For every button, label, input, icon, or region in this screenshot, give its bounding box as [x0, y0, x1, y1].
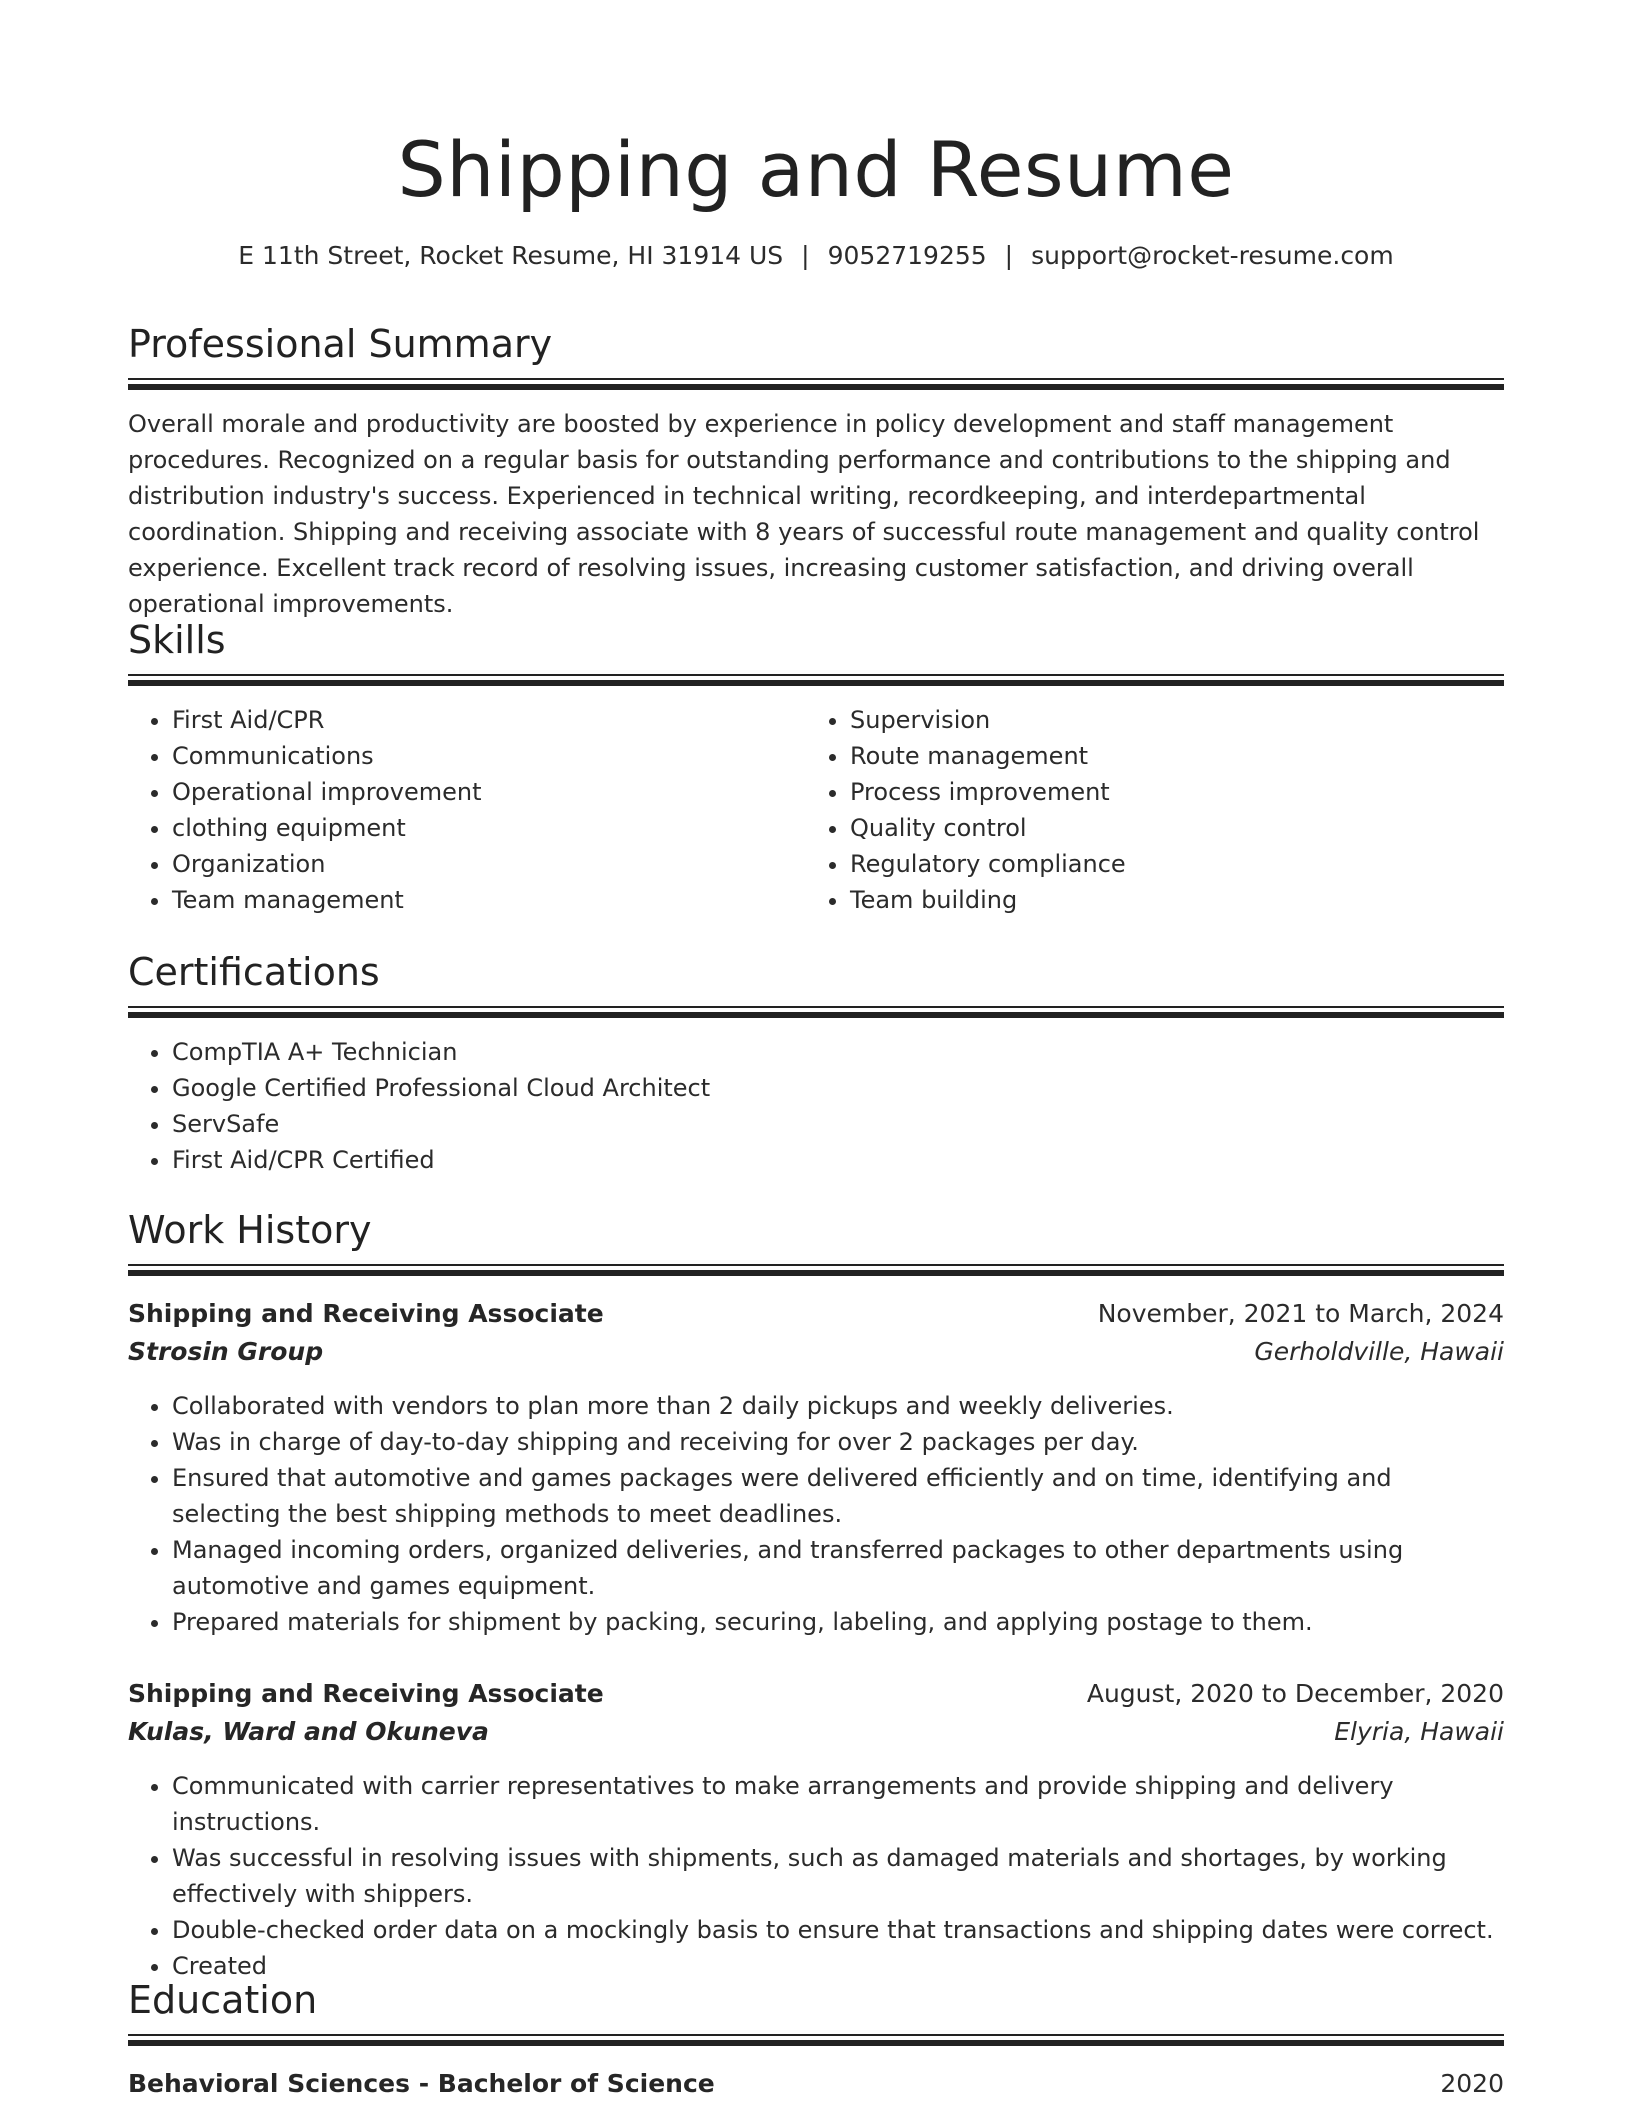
- contact-address: E 11th Street, Rocket Resume, HI 31914 US: [238, 241, 784, 270]
- job-bullet: • Ensured that automotive and games packages were delivered efficiently and on time, identifying and selecting the best shipping methods to meet deadlines.: [172, 1460, 1504, 1532]
- contact-line: [128, 238, 1504, 274]
- section-divider: [128, 2034, 1504, 2046]
- candidate-name: Shipping and Resume: [397, 125, 1235, 214]
- contact-separator: |: [1004, 241, 1014, 270]
- education-degree: Behavioral Sciences - Bachelor of Science: [128, 2069, 715, 2098]
- job-dates: November, 2021 to March, 2024: [1097, 1299, 1504, 1328]
- section-title-certifications: Certifications: [128, 950, 380, 994]
- job-title: Shipping and Receiving Associate: [128, 1299, 604, 1328]
- skill-item: • Regulatory compliance: [850, 846, 1500, 882]
- certifications-list: [128, 1034, 1504, 1178]
- job-bullet: • Collaborated with vendors to plan more than 2 daily pickups and weekly deliveries.: [172, 1388, 1504, 1424]
- section-title-skills: Skills: [128, 618, 226, 662]
- certification-item: • ServSafe: [172, 1106, 1504, 1142]
- skill-item: • Team management: [172, 882, 792, 918]
- skills-list-left: [128, 702, 792, 918]
- certification-item: • CompTIA A+ Technician: [172, 1034, 1504, 1070]
- skill-item: • First Aid/CPR: [172, 702, 792, 738]
- job-location: Gerholdville, Hawaii: [1254, 1337, 1504, 1366]
- section-divider: [128, 378, 1504, 390]
- skill-item: • Team building: [850, 882, 1500, 918]
- contact-email: support@rocket-resume.com: [1031, 241, 1394, 270]
- skill-item: • clothing equipment: [172, 810, 792, 846]
- skill-item: • Quality control: [850, 810, 1500, 846]
- summary-text: Overall morale and productivity are boosted by experience in policy development and staff management procedures. Recognized on a regular basis for outstanding performance and contributions to the shipping and distribution industry's success. Experienced in technical writing, recordkeeping, and interdepartmental coordination. Shipping and receiving associate with 8 years of successful route management and quality control experience. Excellent track record of resolving issues, increasing customer satisfaction, and driving overall operational improvements.: [128, 410, 1480, 618]
- skill-item: • Route management: [850, 738, 1500, 774]
- job-bullet: • Double-checked order data on a mockingly basis to ensure that transactions and shipping dates were correct.: [172, 1912, 1504, 1948]
- section-divider: [128, 1264, 1504, 1276]
- job-bullet: • Was successful in resolving issues with shipments, such as damaged materials and shortages, by working effectively with shippers.: [172, 1840, 1504, 1912]
- skills-list-right: [806, 702, 1500, 918]
- certification-item: • Google Certified Professional Cloud Architect: [172, 1070, 1504, 1106]
- skill-item: • Supervision: [850, 702, 1500, 738]
- job-bullet: • Created: [172, 1948, 1504, 1984]
- job-bullets: [128, 1388, 1504, 1640]
- job-bullets: [128, 1768, 1504, 1984]
- skill-item: • Communications: [172, 738, 792, 774]
- job-location: Elyria, Hawaii: [1334, 1717, 1504, 1746]
- job-bullet: • Was in charge of day-to-day shipping and receiving for over 2 packages per day.: [172, 1424, 1504, 1460]
- section-divider: [128, 674, 1504, 686]
- section-title-summary: Professional Summary: [128, 322, 553, 366]
- job-title: Shipping and Receiving Associate: [128, 1679, 604, 1708]
- job-company: Strosin Group: [128, 1337, 324, 1366]
- section-title-education: Education: [128, 1978, 318, 2022]
- contact-separator: |: [801, 241, 810, 270]
- certification-item: • First Aid/CPR Certified: [172, 1142, 1504, 1178]
- job-company: Kulas, Ward and Okuneva: [128, 1717, 489, 1746]
- job-bullet: • Communicated with carrier representatives to make arrangements and provide shipping and delivery instructions.: [172, 1768, 1504, 1840]
- skill-item: • Process improvement: [850, 774, 1500, 810]
- skill-item: • Organization: [172, 846, 792, 882]
- skill-item: • Operational improvement: [172, 774, 792, 810]
- job-bullet: • Prepared materials for shipment by packing, securing, labeling, and applying postage to them.: [172, 1604, 1504, 1640]
- education-year: 2020: [1440, 2069, 1504, 2098]
- section-title-work-history: Work History: [128, 1208, 372, 1252]
- section-divider: [128, 1006, 1504, 1018]
- job-dates: August, 2020 to December, 2020: [1086, 1679, 1504, 1708]
- job-bullet: • Managed incoming orders, organized deliveries, and transferred packages to other departments using automotive and games equipment.: [172, 1532, 1504, 1604]
- contact-phone: 9052719255: [827, 241, 987, 270]
